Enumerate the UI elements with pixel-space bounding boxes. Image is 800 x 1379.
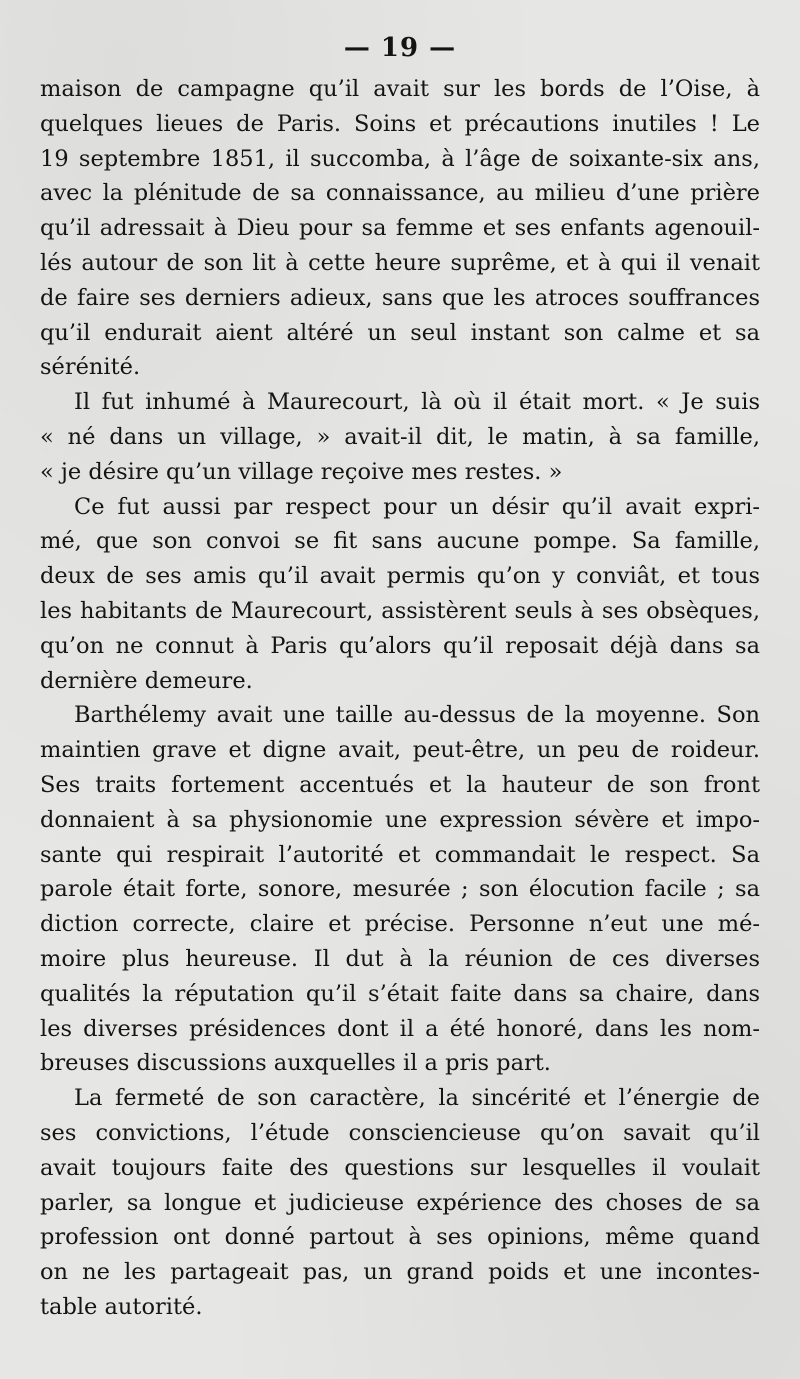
text-line: sérénité. <box>40 354 141 381</box>
text-line: Il fut inhumé à Maurecourt, là où il était mort. « Je suis <box>74 389 760 416</box>
text-line: qu’il adressait à Dieu pour sa femme et ses enfants agenouil- <box>40 215 760 242</box>
text-line: sante qui respirait l’autorité et commandait le respect. Sa <box>40 841 760 868</box>
text-line: « je désire qu’un village reçoive mes restes. » <box>40 458 563 485</box>
text-line: parole était forte, sonore, mesurée ; son élocution facile ; sa <box>40 876 760 903</box>
paragraph <box>40 72 760 385</box>
text-line: ses convictions, l’étude consciencieuse qu’on savait qu’il <box>40 1119 760 1146</box>
text-line: breuses discussions auxquelles il a pris part. <box>40 1050 551 1077</box>
text-line: qu’on ne connut à Paris qu’alors qu’il reposait déjà dans sa <box>40 632 760 659</box>
text-line: 19 septembre 1851, il succomba, à l’âge de soixante-six ans, <box>40 145 760 172</box>
text-line: de faire ses derniers adieux, sans que les atroces souffrances <box>40 284 760 311</box>
text-line: qualités la réputation qu’il s’était faite dans sa chaire, dans <box>40 980 760 1007</box>
text-line: mé, que son convoi se fit sans aucune pompe. Sa famille, <box>40 528 760 555</box>
text-line: « né dans un village, » avait-il dit, le matin, à sa famille, <box>40 423 760 450</box>
text-body <box>40 72 760 1325</box>
text-line: moire plus heureuse. Il dut à la réunion de ces diverses <box>40 945 760 972</box>
text-line: qu’il endurait aient altéré un seul instant son calme et sa <box>40 319 760 346</box>
text-line: Ses traits fortement accentués et la hauteur de son front <box>40 771 760 798</box>
text-line: avait toujours faite des questions sur lesquelles il voulait <box>40 1154 760 1181</box>
text-line: on ne les partageait pas, un grand poids et une incontes- <box>40 1259 760 1286</box>
paragraph <box>40 385 760 489</box>
text-line: parler, sa longue et judicieuse expérience des choses de sa <box>40 1189 760 1216</box>
text-line: Barthélemy avait une taille au-dessus de la moyenne. Son <box>74 702 760 729</box>
text-line: profession ont donné partout à ses opinions, même quand <box>40 1224 760 1251</box>
text-line: La fermeté de son caractère, la sincérité et l’énergie de <box>74 1085 760 1112</box>
text-line: maintien grave et digne avait, peut-être, un peu de roideur. <box>40 737 760 764</box>
text-line: maison de campagne qu’il avait sur les bords de l’Oise, à <box>40 76 760 102</box>
paragraph <box>40 1081 760 1325</box>
text-line: quelques lieues de Paris. Soins et précautions inutiles ! Le <box>40 110 760 137</box>
page-number: — 19 — <box>343 33 457 63</box>
text-line: donnaient à sa physionomie une expression sévère et impo- <box>40 806 760 833</box>
text-line: lés autour de son lit à cette heure suprême, et à qui il venait <box>40 249 760 276</box>
text-line: les habitants de Maurecourt, assistèrent seuls à ses obsèques, <box>40 597 760 624</box>
paragraph <box>40 698 760 1081</box>
text-line: dernière demeure. <box>40 667 253 694</box>
text-line: table autorité. <box>40 1293 203 1320</box>
text-line: diction correcte, claire et précise. Personne n’eut une mé- <box>40 911 760 938</box>
text-line: Ce fut aussi par respect pour un désir qu’il avait expri- <box>74 493 760 520</box>
text-line: deux de ses amis qu’il avait permis qu’on y conviât, et tous <box>40 563 760 590</box>
text-line: avec la plénitude de sa connaissance, au milieu d’une prière <box>40 180 760 207</box>
text-line: les diverses présidences dont il a été honoré, dans les nom- <box>40 1015 760 1042</box>
paragraph <box>40 490 760 699</box>
